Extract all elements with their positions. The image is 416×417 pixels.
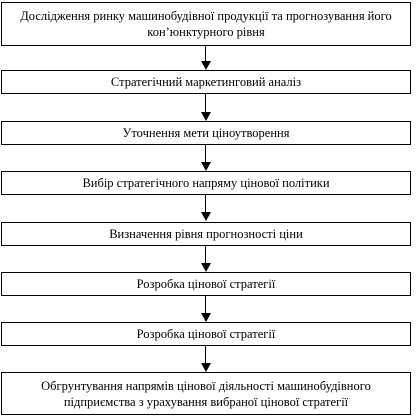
arrow-down-icon	[201, 363, 211, 372]
step-price-forecast-level-label: Визначення рівня прогнозності ціни	[109, 227, 303, 241]
arrow-down-icon	[201, 112, 211, 121]
connector-4	[205, 195, 206, 213]
step-pricing-strategy-development-2-label: Розробка цінової стратегії	[136, 327, 276, 341]
arrow-down-icon	[201, 61, 211, 70]
connector-3	[205, 145, 206, 163]
step-strategic-marketing-analysis	[1, 70, 411, 94]
step-pricing-strategy-development-2	[1, 322, 411, 346]
step-market-research-label: Дослідження ринку машинобудівної продукції та прогнозування його кон’юнктурного рівня	[20, 9, 392, 39]
connector-6	[205, 296, 206, 314]
step-pricing-goal	[1, 121, 411, 145]
arrow-down-icon	[201, 162, 211, 171]
step-pricing-goal-label: Уточнення мети ціноутворення	[122, 126, 290, 140]
step-pricing-policy-direction-label: Вибір стратегічного напряму цінової політики	[82, 176, 330, 190]
connector-5	[205, 246, 206, 264]
step-price-forecast-level	[1, 222, 411, 246]
step-pricing-strategy-development	[1, 272, 411, 296]
step-pricing-activity-justification	[1, 372, 411, 415]
connector-1	[205, 46, 206, 62]
step-market-research	[1, 2, 411, 46]
connector-7	[205, 346, 206, 364]
arrow-down-icon	[201, 263, 211, 272]
step-pricing-activity-justification-label: Обгрунтування напрямів цінової діяльності машинобудівного підприємства з урахування вибраної цінової стратегії	[41, 378, 371, 409]
arrow-down-icon	[201, 212, 211, 221]
arrow-down-icon	[201, 313, 211, 322]
connector-2	[205, 94, 206, 113]
step-pricing-policy-direction	[1, 171, 411, 195]
step-strategic-marketing-analysis-label: Стратегічний маркетинговий аналіз	[110, 75, 302, 89]
step-pricing-strategy-development-label: Розробка цінової стратегії	[136, 277, 276, 291]
